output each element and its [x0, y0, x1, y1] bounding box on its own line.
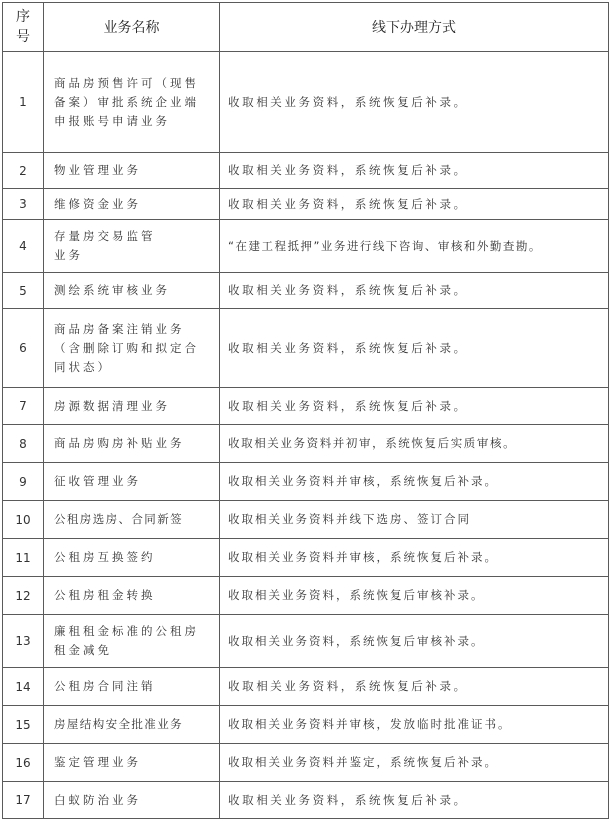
row-seq: 6	[3, 309, 44, 388]
row-offline-method: 收取相关业务资料，系统恢复后补录。	[220, 189, 609, 220]
row-business-name: 廉租租金标准的公租房租金减免	[44, 615, 220, 668]
table-header-row	[3, 3, 609, 52]
row-seq: 17	[3, 782, 44, 819]
row-seq: 14	[3, 668, 44, 706]
row-offline-method: 收取相关业务资料并初审，系统恢复后实质审核。	[220, 425, 609, 463]
row-business-name: 物业管理业务	[44, 153, 220, 189]
row-offline-method: 收取相关业务资料，系统恢复后补录。	[220, 388, 609, 425]
table-row	[3, 782, 609, 819]
table-row	[3, 273, 609, 309]
column-header-name: 业务名称	[44, 3, 220, 52]
table-row	[3, 744, 609, 782]
column-header-method: 线下办理方式	[220, 3, 609, 52]
row-business-name: 白蚁防治业务	[44, 782, 220, 819]
row-seq: 1	[3, 52, 44, 153]
row-offline-method: 收取相关业务资料，系统恢复后补录。	[220, 52, 609, 153]
row-business-name: 商品房备案注销业务（含删除订购和拟定合同状态）	[44, 309, 220, 388]
row-seq: 3	[3, 189, 44, 220]
row-business-name: 维修资金业务	[44, 189, 220, 220]
table-row	[3, 539, 609, 577]
row-seq: 13	[3, 615, 44, 668]
row-seq: 15	[3, 706, 44, 744]
row-offline-method: 收取相关业务资料并鉴定，系统恢复后补录。	[220, 744, 609, 782]
row-business-name: 公租房合同注销	[44, 668, 220, 706]
row-business-name: 存量房交易监管业务	[44, 220, 220, 273]
row-offline-method: 收取相关业务资料并线下选房、签订合同	[220, 501, 609, 539]
row-offline-method: “在建工程抵押”业务进行线下咨询、审核和外勤查勘。	[220, 220, 609, 273]
table-row	[3, 52, 609, 153]
business-table	[2, 2, 609, 819]
row-offline-method: 收取相关业务资料，系统恢复后补录。	[220, 309, 609, 388]
table-row	[3, 501, 609, 539]
row-business-name: 房屋结构安全批准业务	[44, 706, 220, 744]
row-business-name: 公租房互换签约	[44, 539, 220, 577]
row-seq: 16	[3, 744, 44, 782]
table-row	[3, 220, 609, 273]
row-offline-method: 收取相关业务资料，系统恢复后补录。	[220, 273, 609, 309]
row-offline-method: 收取相关业务资料，系统恢复后审核补录。	[220, 615, 609, 668]
table-row	[3, 153, 609, 189]
table-row	[3, 189, 609, 220]
table-row	[3, 388, 609, 425]
row-business-name: 征收管理业务	[44, 463, 220, 501]
row-seq: 5	[3, 273, 44, 309]
table-row	[3, 463, 609, 501]
row-offline-method: 收取相关业务资料，系统恢复后审核补录。	[220, 577, 609, 615]
row-seq: 10	[3, 501, 44, 539]
row-seq: 12	[3, 577, 44, 615]
row-seq: 4	[3, 220, 44, 273]
row-offline-method: 收取相关业务资料并审核，发放临时批准证书。	[220, 706, 609, 744]
table-row	[3, 309, 609, 388]
row-business-name: 公租房租金转换	[44, 577, 220, 615]
row-seq: 9	[3, 463, 44, 501]
row-business-name: 鉴定管理业务	[44, 744, 220, 782]
column-header-seq: 序号	[3, 3, 44, 52]
row-business-name: 商品房预售许可（现售备案）审批系统企业端申报账号申请业务	[44, 52, 220, 153]
row-seq: 2	[3, 153, 44, 189]
table-row	[3, 706, 609, 744]
row-seq: 11	[3, 539, 44, 577]
row-offline-method: 收取相关业务资料，系统恢复后补录。	[220, 782, 609, 819]
row-business-name: 测绘系统审核业务	[44, 273, 220, 309]
table-row	[3, 577, 609, 615]
row-offline-method: 收取相关业务资料，系统恢复后补录。	[220, 153, 609, 189]
row-business-name: 房源数据清理业务	[44, 388, 220, 425]
row-business-name: 公租房选房、合同新签	[44, 501, 220, 539]
table-row	[3, 615, 609, 668]
row-seq: 7	[3, 388, 44, 425]
row-offline-method: 收取相关业务资料，系统恢复后补录。	[220, 668, 609, 706]
table-row	[3, 668, 609, 706]
row-offline-method: 收取相关业务资料并审核，系统恢复后补录。	[220, 463, 609, 501]
row-business-name: 商品房购房补贴业务	[44, 425, 220, 463]
row-offline-method: 收取相关业务资料并审核，系统恢复后补录。	[220, 539, 609, 577]
row-seq: 8	[3, 425, 44, 463]
table-row	[3, 425, 609, 463]
